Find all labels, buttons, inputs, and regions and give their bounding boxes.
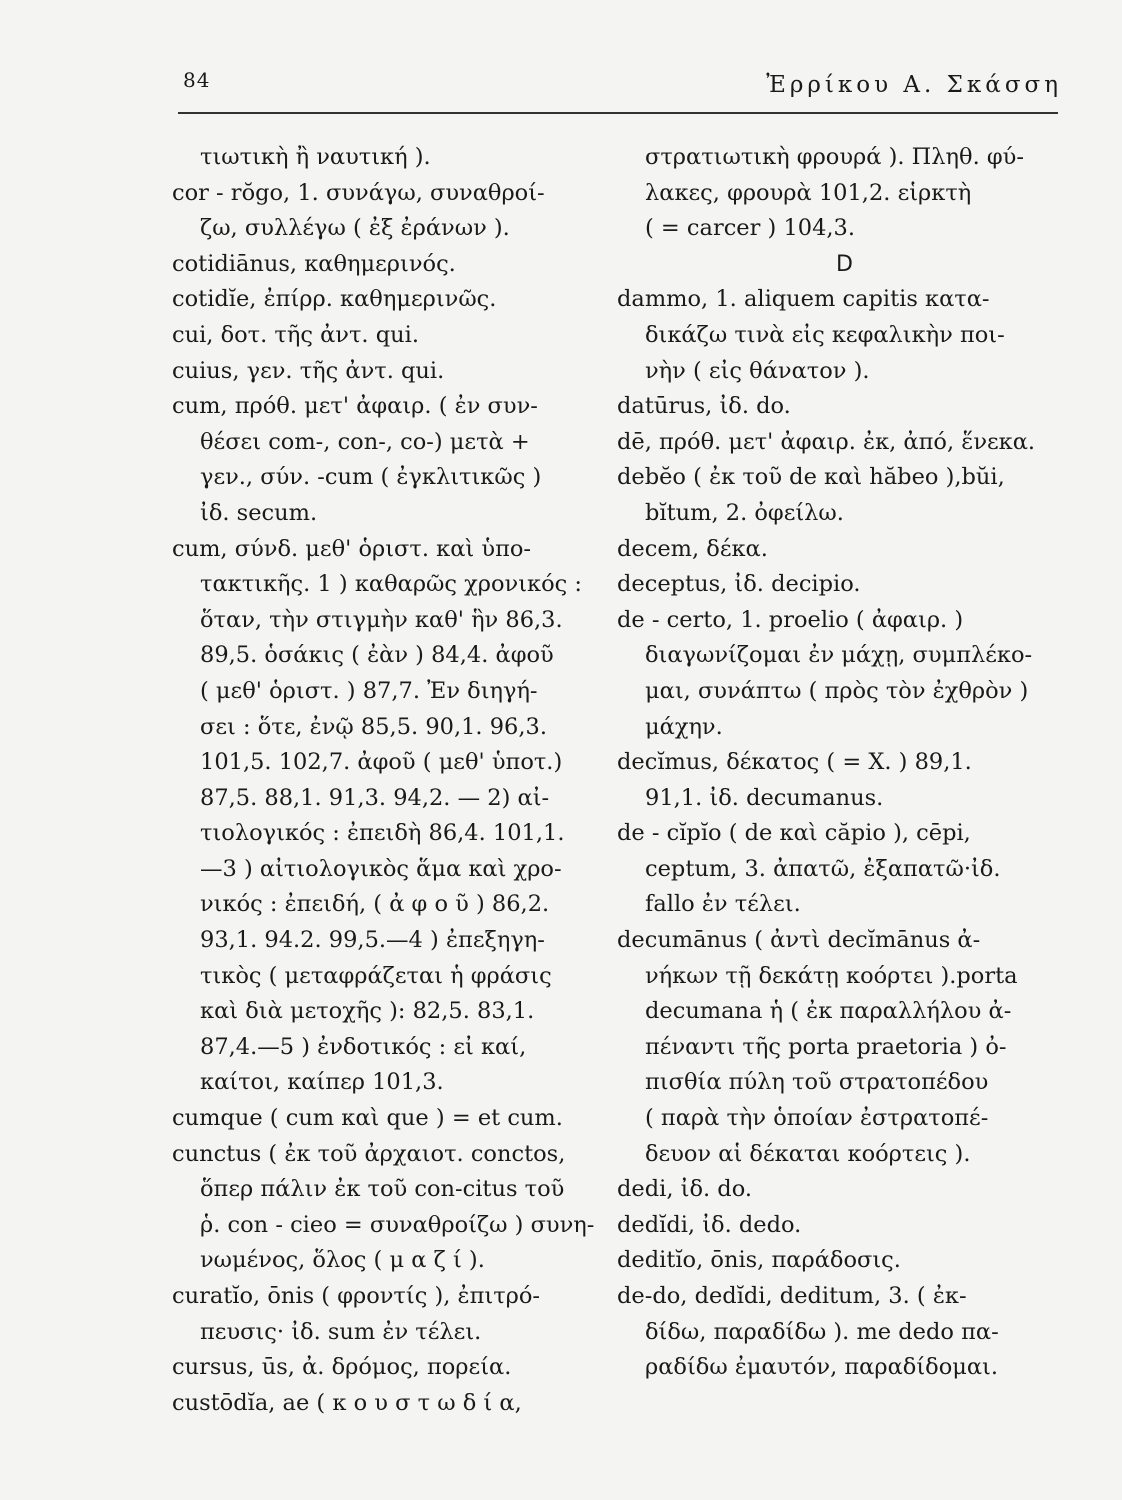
dictionary-line: ceptum, 3. ἀπατῶ, ἐξαπατῶ·ἰδ.: [645, 855, 1001, 882]
dictionary-line: de-do, dedĭdi, deditum, 3. ( ἐκ-: [617, 1283, 967, 1309]
dictionary-line: datūrus, ἰδ. do.: [617, 393, 791, 420]
dictionary-line: deceptus, ἰδ. decipio.: [617, 571, 861, 598]
dictionary-line: —3 ) αἰτιολογικὸς ἅμα καὶ χρο-: [200, 855, 562, 882]
header-rule: [178, 112, 1058, 114]
dictionary-line: ὅπερ πάλιν ἐκ τοῦ con-citus τοῦ: [200, 1176, 565, 1203]
dictionary-line: στρατιωτικὴ φρουρά ). Πληθ. φύ-: [645, 144, 1024, 170]
dictionary-line: cotidiānus, καθημερινός.: [172, 250, 456, 277]
dictionary-line: γεν., σύν. -cum ( ἐγκλιτικῶς ): [200, 464, 542, 491]
dictionary-line: dedi, ἰδ. do.: [617, 1176, 752, 1203]
left-column: [172, 140, 595, 1421]
dictionary-line: καίτοι, καίπερ 101,3.: [200, 1069, 444, 1096]
dictionary-line: ( = carcer ) 104,3.: [645, 215, 856, 242]
dictionary-line: cunctus ( ἐκ τοῦ ἀρχαιοτ. conctos,: [172, 1140, 566, 1167]
dictionary-line: 87,4.—5 ) ἐνδοτικός : εἰ καί,: [200, 1033, 527, 1060]
dictionary-line: debĕo ( ἐκ τοῦ de καὶ hăbeo ),bŭi,: [617, 464, 1005, 491]
dictionary-line: τιωτικὴ ἢ ναυτική ).: [200, 144, 431, 170]
dictionary-line: ζω, συλλέγω ( ἐξ ἐράνων ).: [200, 215, 510, 242]
dictionary-line: cuius, γεν. τῆς ἀντ. qui.: [172, 357, 445, 384]
dictionary-line: dedĭdi, ἰδ. dedo.: [617, 1211, 802, 1238]
dictionary-line: δίδω, παραδίδω ). me dedo πα-: [645, 1318, 999, 1345]
dictionary-line: cursus, ūs, ἀ. δρόμος, πορεία.: [172, 1354, 512, 1381]
dictionary-line: curatĭo, ōnis ( φροντίς ), ἐπιτρό-: [172, 1283, 541, 1309]
dictionary-line: cui, δοτ. τῆς ἀντ. qui.: [172, 321, 419, 348]
dictionary-line: de - cĭpĭo ( de καὶ căpio ), cēpi,: [617, 820, 971, 847]
dictionary-line: cum, σύνδ. μεθ' ὁριστ. καὶ ὑπο-: [172, 535, 532, 562]
dictionary-line: decem, δέκα.: [617, 535, 768, 562]
dictionary-line: bĭtum, 2. ὀφείλω.: [645, 499, 844, 526]
dictionary-line: decumānus ( ἀντὶ decĭmānus ἀ-: [617, 927, 981, 954]
dictionary-line: τακτικῆς. 1 ) καθαρῶς χρονικός :: [200, 571, 582, 598]
dictionary-line: μαι, συνάπτω ( πρὸς τὸν ἐχθρὸν ): [645, 677, 1029, 704]
dictionary-line: decĭmus, δέκατος ( = X. ) 89,1.: [617, 749, 972, 776]
dictionary-line: dē, πρόθ. μετ' ἀφαιρ. ἐκ, ἀπό, ἕνεκα.: [617, 428, 1036, 455]
dictionary-line: 89,5. ὁσάκις ( ἐὰν ) 84,4. ἀφοῦ: [200, 642, 554, 669]
dictionary-line: πέναντι τῆς porta praetoria ) ὀ-: [645, 1033, 1007, 1060]
dictionary-line: τιολογικός : ἐπειδὴ 86,4. 101,1.: [200, 820, 565, 847]
dictionary-line: cumque ( cum καὶ que ) = et cum.: [172, 1105, 563, 1132]
dictionary-line: ἰδ. secum.: [200, 499, 318, 526]
dictionary-line: σει : ὅτε, ἐνῷ 85,5. 90,1. 96,3.: [200, 713, 547, 740]
dictionary-line: fallo ἐν τέλει.: [645, 891, 801, 918]
dictionary-line: μάχην.: [645, 713, 723, 740]
section-letter-heading: D: [836, 251, 853, 277]
dictionary-line: δευον αἱ δέκαται κοόρτεις ).: [645, 1140, 971, 1167]
dictionary-line: dammo, 1. aliquem capitis κατα-: [617, 286, 990, 313]
dictionary-line: καὶ διὰ μετοχῆς ): 82,5. 83,1.: [200, 998, 535, 1025]
dictionary-line: 87,5. 88,1. 91,3. 94,2. — 2) αἰ-: [200, 784, 550, 811]
dictionary-line: ῥ. con - cieo = συναθροίζω ) συνη-: [200, 1211, 595, 1238]
dictionary-line: deditĭo, ōnis, παράδοσις.: [617, 1247, 901, 1274]
dictionary-line: de - certo, 1. proelio ( ἀφαιρ. ): [617, 606, 964, 633]
dictionary-line: διαγωνίζομαι ἐν μάχῃ, συμπλέκο-: [645, 642, 1033, 669]
dictionary-line: cum, πρόθ. μετ' ἀφαιρ. ( ἐν συν-: [172, 393, 538, 420]
dictionary-line: cotidĭe, ἐπίρρ. καθημερινῶς.: [172, 286, 497, 313]
dictionary-line: νὴν ( εἰς θάνατον ).: [645, 357, 870, 384]
dictionary-line: θέσει com-, con-, co-) μετὰ +: [200, 428, 530, 455]
dictionary-line: ( μεθ' ὁριστ. ) 87,7. Ἐν διηγή-: [200, 677, 538, 704]
dictionary-line: decumana ἡ ( ἐκ παραλλήλου ἀ-: [645, 998, 1012, 1025]
dictionary-line: νωμένος, ὅλος ( μ α ζ ί ).: [200, 1247, 485, 1274]
dictionary-line: νήκων τῇ δεκάτῃ κοόρτει ).porta: [645, 962, 1018, 989]
page-number: 84: [183, 68, 211, 92]
dictionary-line: custōdĭa, ae ( κ ο υ σ τ ω δ ί α,: [172, 1389, 522, 1416]
running-head: Ἐρρίκου Α. Σκάσση: [766, 72, 1062, 98]
dictionary-line: ( παρὰ τὴν ὁποίαν ἐστρατοπέ-: [645, 1105, 989, 1132]
dictionary-line: δικάζω τινὰ εἰς κεφαλικὴν ποι-: [645, 321, 1005, 348]
dictionary-line: ὅταν, τὴν στιγμὴν καθ' ἣν 86,3.: [200, 606, 563, 633]
right-column: [617, 140, 1062, 1386]
dictionary-line: νικός : ἐπειδή, ( ἀ φ ο ῦ ) 86,2.: [200, 891, 550, 918]
dictionary-line: cor - rŏgo, 1. συνάγω, συναθροί-: [172, 179, 545, 206]
dictionary-line: λακες, φρουρὰ 101,2. εἱρκτὴ: [645, 179, 972, 206]
dictionary-line: 91,1. ἰδ. decumanus.: [645, 784, 884, 811]
dictionary-line: ραδίδω ἐμαυτόν, παραδίδομαι.: [645, 1354, 999, 1381]
dictionary-line: τικὸς ( μεταφράζεται ἡ φράσις: [200, 962, 552, 989]
dictionary-line: 101,5. 102,7. ἀφοῦ ( μεθ' ὑποτ.): [200, 749, 563, 776]
dictionary-line: πισθία πύλη τοῦ στρατοπέδου: [645, 1069, 989, 1096]
dictionary-line: πευσις· ἰδ. sum ἐν τέλει.: [200, 1318, 482, 1345]
dictionary-line: 93,1. 94.2. 99,5.—4 ) ἐπεξηγη-: [200, 927, 545, 954]
